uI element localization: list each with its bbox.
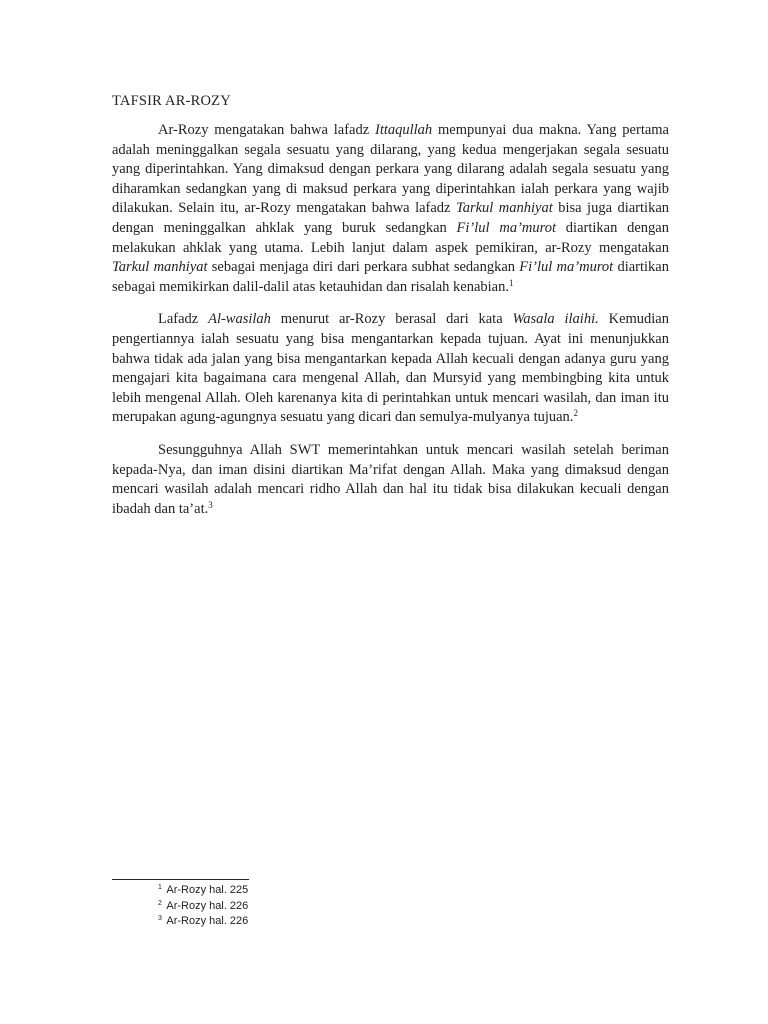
text-run: mempunyai dua makna. Yang pertama adalah meninggalkan segala sesuatu yang dilarang, yang kedua mengerjakan segala sesuatu yang diperintahkan. Yang dimaksud dengan perkara yang dilarang adalah segala sesuatu yang diharamkan sedangkan yang di maksud perkara yang diperintahkan ialah perkara yang wajib dilakukan. Selain itu, ar-Rozy mengatakan bahwa lafadz <box>112 122 669 217</box>
italic-term: Ittaqullah <box>374 122 433 138</box>
footnote-ref: 1 <box>509 277 514 288</box>
footnote-number: 3 <box>158 915 162 923</box>
text-run: sebagai menjaga diri dari perkara subhat sedangkan <box>207 259 520 276</box>
page-title: TAFSIR AR-ROZY <box>112 93 231 109</box>
paragraph-3 <box>112 441 669 519</box>
italic-term: Al-wasilah <box>208 311 271 328</box>
text-run: diartikan dengan melakukan ahklak yang utama. Lebih lanjut dalam aspek pemikiran, ar-Rozy mengatakan <box>112 219 669 256</box>
footnote-text: Ar-Rozy hal. 226 <box>166 899 249 912</box>
footnote-3 <box>158 914 248 930</box>
footnote-number: 1 <box>158 884 162 891</box>
italic-term: Wasala ilaihi. <box>512 311 599 328</box>
footnote-separator <box>112 879 249 880</box>
footnote-2 <box>158 899 248 915</box>
text-run: Sesungguhnya Allah SWT memerintahkan untuk mencari wasilah setelah beriman kepada-Nya, dan iman disini diartikan Ma’rifat dengan Allah. Maka yang dimaksud dengan mencari wasilah adalah mencari ridho Allah dan hal itu tidak bisa dilakukan kecuali dengan ibadah dan ta’at. <box>112 441 669 517</box>
text-run: menurut ar-Rozy berasal dari kata <box>270 311 513 328</box>
italic-term: Tarkul manhiyat <box>455 200 553 217</box>
text-run: diartikan sebagai memikirkan dalil-dalil atas ketauhidan dan risalah kenabian. <box>112 259 669 295</box>
footnote-text: Ar-Rozy hal. 225 <box>166 884 249 896</box>
text-run: Kemudian pengertiannya ialah sesuatu yang bisa mengantarkan kepada tujuan. Ayat ini menunjukkan bahwa tidak ada jalan yang bisa mengantarkan kepada Allah kecuali dengan adanya guru yang mengajari kita bagaimana cara mengenal Allah, dan Mursyid yang membingbing kita untuk lebih mengenal Allah. Oleh karenanya kita di perintahkan untuk mencari wasilah, dan iman itu merupakan agung-agungnya sesuatu yang dicari dan semulya-mulyanya tujuan. <box>112 311 669 426</box>
text-run: Ar-Rozy mengatakan bahwa lafadz <box>158 122 375 138</box>
text-run: bisa juga diartikan dengan meninggalkan ahklak yang buruk sedangkan <box>112 200 670 236</box>
italic-term: Fi’lul ma’murot <box>456 219 557 236</box>
body-text <box>112 121 669 532</box>
italic-term: Fi’lul ma’murot <box>519 259 614 276</box>
text-run: Lafadz <box>158 311 209 328</box>
italic-term: Tarkul manhiyat <box>112 259 208 276</box>
paragraph-2 <box>112 310 669 428</box>
footnote-number: 2 <box>158 899 162 907</box>
paragraph-1 <box>112 121 669 297</box>
footnote-ref: 2 <box>573 408 578 419</box>
footnote-1 <box>158 883 248 899</box>
footnote-text: Ar-Rozy hal. 226 <box>166 915 249 928</box>
footnotes <box>158 883 248 930</box>
footnote-ref: 3 <box>208 499 213 510</box>
